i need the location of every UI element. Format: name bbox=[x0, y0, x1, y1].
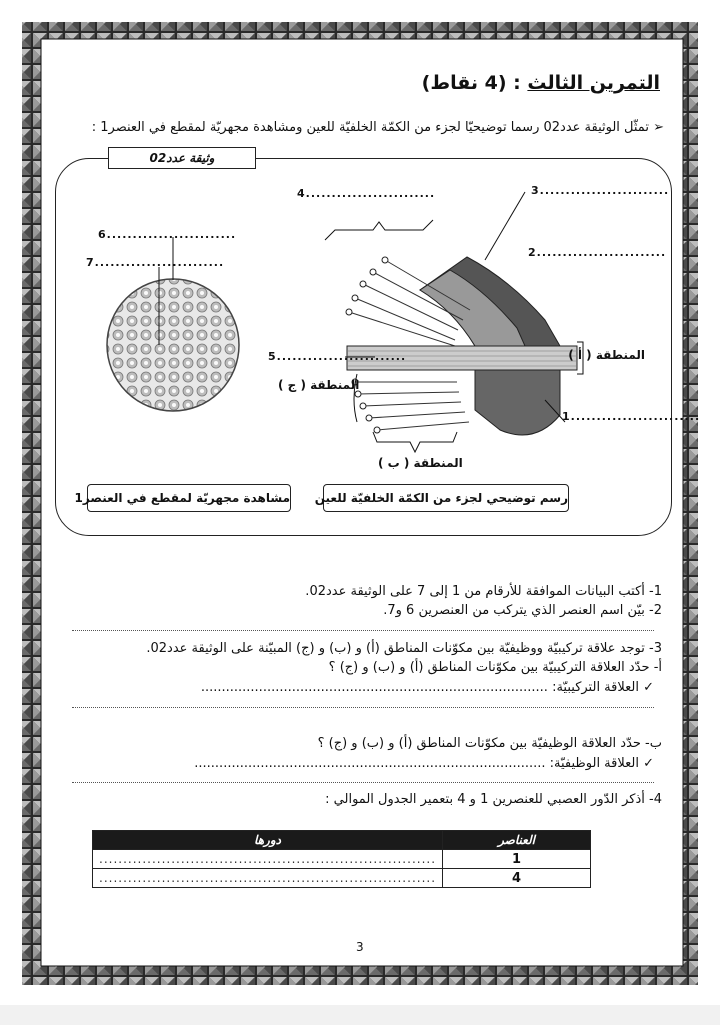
question-3: 3- توجد علاقة تركيبيّة ووظيفيّة بين مكوّنات المناطق (أ) و (ب) و (ج) المبيّنة على الوثيقة عدد02. bbox=[146, 641, 662, 656]
role-cell[interactable]: ...................................................................... bbox=[93, 850, 443, 869]
label-7: 7......................... bbox=[86, 256, 225, 269]
figure-drawing bbox=[55, 160, 670, 534]
label-5: 5......................... bbox=[268, 350, 407, 363]
roles-table bbox=[92, 830, 591, 888]
caption-diagram: رسم توضيحي لجزء من الكمّة الخلفيّة للعين bbox=[323, 484, 569, 512]
table-row bbox=[93, 869, 591, 888]
exercise-points: : (4 نقاط) bbox=[421, 72, 521, 94]
exercise-title-text: التمرين الثالث bbox=[527, 72, 660, 94]
table-row bbox=[93, 850, 591, 869]
question-2: 2- بيّن اسم العنصر الذي يتركب من العنصرين 6 و7. bbox=[383, 603, 662, 618]
role-cell[interactable]: ...................................................................... bbox=[93, 869, 443, 888]
answer-line bbox=[72, 782, 654, 783]
question-1: 1- أكتب البيانات الموافقة للأرقام من 1 إلى 7 على الوثيقة عدد02. bbox=[305, 584, 662, 599]
label-6: 6......................... bbox=[98, 228, 237, 241]
answer-3b[interactable]: ✓ العلاقة الوظيفيّة: ..................................................................................... bbox=[194, 756, 654, 771]
label-3: 3......................... bbox=[531, 184, 670, 197]
bracket-b bbox=[373, 432, 457, 452]
element-cell: 1 bbox=[443, 850, 591, 869]
intro-text bbox=[92, 120, 664, 135]
exercise-title bbox=[422, 72, 660, 94]
question-3a: أ- حدّد العلاقة التركيبيّة بين مكوّنات المناطق (أ) و (ب) و (ج) ؟ bbox=[328, 660, 662, 675]
bracket-4 bbox=[325, 220, 433, 240]
question-4: 4- أذكر الدّور العصبي للعنصرين 1 و 4 بتعمير الجدول الموالي : bbox=[325, 792, 662, 807]
retina-diagram bbox=[325, 192, 583, 452]
label-2: 2......................... bbox=[528, 246, 667, 259]
element-cell: 4 bbox=[443, 869, 591, 888]
zone-a-label: المنطقة ( أ ) bbox=[568, 348, 645, 362]
caption-micrograph: مشاهدة مجهريّة لمقطع في العنصر1 bbox=[87, 484, 291, 512]
answer-3a[interactable]: ✓ العلاقة التركيبيّة: .................................................................................... bbox=[200, 680, 654, 695]
arrow-bullet-icon: ➢ bbox=[653, 120, 664, 135]
col-role-header: دورها bbox=[93, 831, 443, 850]
page-number: 3 bbox=[356, 940, 364, 954]
document-label: وثيقة عدد02 bbox=[108, 147, 256, 169]
answer-line bbox=[72, 707, 654, 708]
label-4: 4......................... bbox=[297, 187, 436, 200]
question-3b: ب- حدّد العلاقة الوظيفيّة بين مكوّنات المناطق (أ) و (ب) و (ج) ؟ bbox=[317, 736, 662, 751]
pointer-3 bbox=[485, 192, 525, 260]
zone-b-label: المنطقة ( ب ) bbox=[378, 456, 463, 470]
zone-c-label: المنطقة ( ج ) bbox=[278, 378, 360, 392]
micrograph-section bbox=[107, 279, 239, 411]
intro-sentence: تمثّل الوثيقة عدد02 رسما توضيحيّا لجزء من الكمّة الخلفيّة للعين ومشاهدة مجهريّة لمقطع في العنصر1 : bbox=[91, 120, 649, 135]
col-elements-header: العناصر bbox=[443, 831, 591, 850]
answer-line bbox=[72, 630, 654, 631]
label-1: 1......................... bbox=[562, 410, 701, 423]
